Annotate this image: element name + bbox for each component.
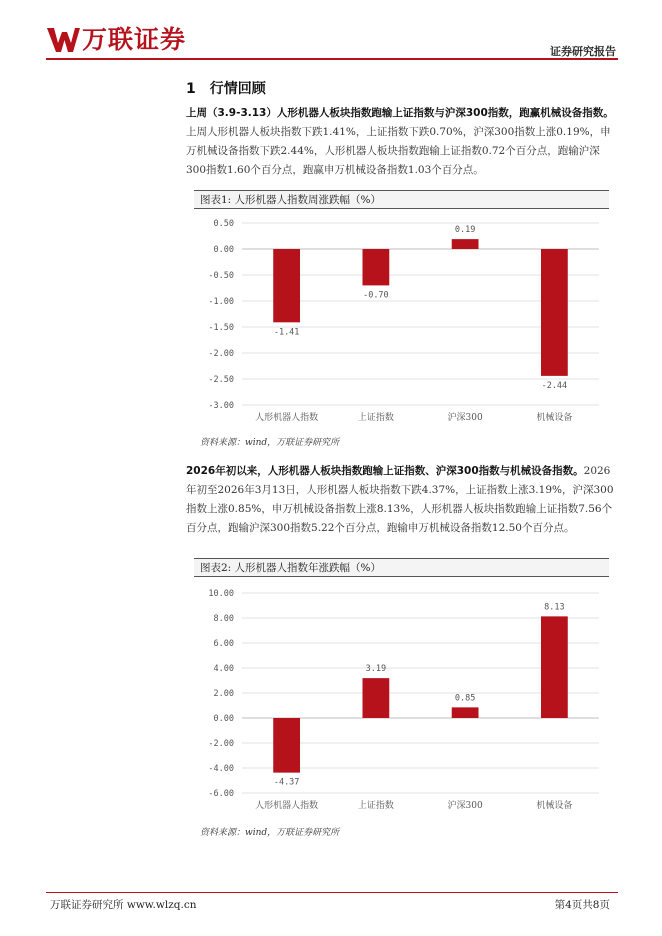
company-logo	[46, 26, 186, 54]
bar	[452, 239, 479, 249]
y-tick-label: 2.00	[213, 689, 234, 699]
section-title	[186, 78, 266, 98]
bar	[452, 707, 479, 718]
footer-divider	[46, 892, 618, 893]
x-category-label: 人形机器人指数	[255, 413, 319, 423]
ytd-change-chart	[194, 580, 609, 816]
paragraph-ytd	[186, 462, 616, 538]
footer-publisher: 万联证券研究所 www.wlzq.cn	[50, 899, 197, 911]
paragraph-weekly	[186, 104, 616, 180]
y-tick-label: -1.50	[208, 323, 234, 333]
y-tick-label: -2.50	[208, 375, 234, 385]
y-tick-label: 6.00	[213, 639, 234, 649]
y-tick-label: -4.00	[208, 764, 234, 774]
data-label: 3.19	[365, 664, 387, 675]
y-tick-label: 8.00	[213, 614, 234, 624]
figure-ytd-title: 图表2: 人形机器人指数年涨跌幅（%）	[194, 558, 609, 577]
x-category-label: 上证指数	[357, 413, 394, 423]
bar	[541, 616, 568, 718]
data-label: -0.70	[363, 290, 389, 301]
bar	[541, 249, 568, 376]
y-tick-label: 0.00	[213, 245, 234, 255]
data-label: -2.44	[541, 380, 568, 391]
x-category-label: 上证指数	[357, 801, 394, 811]
x-category-label: 人形机器人指数	[255, 801, 319, 811]
report-type: 证券研究报告	[550, 45, 616, 58]
x-category-label: 机械设备	[536, 413, 573, 423]
y-tick-label: 0.00	[213, 714, 234, 724]
weekly-change-chart	[194, 212, 609, 424]
logo-text: 万联证券	[82, 25, 187, 54]
paragraph-weekly-lead: 上周（3.9-3.13）人形机器人板块指数跑输上证指数与沪深300指数，跑赢机械设备指数。	[186, 107, 614, 119]
bar	[273, 249, 300, 322]
y-tick-label: -0.50	[208, 271, 234, 281]
data-label: 0.85	[454, 693, 476, 704]
y-tick-label: 4.00	[213, 664, 234, 674]
page-header	[0, 0, 662, 62]
y-tick-label: 10.00	[208, 589, 234, 599]
data-label: -1.41	[273, 327, 300, 338]
y-tick-label: 0.50	[213, 219, 234, 229]
figure-weekly	[194, 190, 609, 455]
data-label: -4.37	[273, 777, 300, 788]
paragraph-ytd-lead: 2026年初以来，人形机器人板块指数跑输上证指数、沪深300指数与机械设备指数。	[186, 465, 584, 477]
x-category-label: 沪深300	[447, 413, 483, 423]
paragraph-weekly-body: 上周人形机器人板块指数下跌1.41%，上证指数下跌0.70%，沪深300指数上涨0.19%，申万机械设备指数下跌2.44%，人形机器人板块指数跑输上证指数0.72个百分点，跑输沪深300指数1.60个百分点，跑赢申万机械设备指数1.03个百分点。	[186, 126, 611, 176]
x-category-label: 机械设备	[536, 801, 573, 811]
bar	[273, 718, 300, 773]
paragraph-ytd-body: 2026年初至2026年3月13日，人形机器人板块指数下跌4.37%，上证指数上涨3.19%，沪深300指数上涨0.85%，申万机械设备指数上涨8.13%，人形机器人板块指数跑输上证指数7.56个百分点，跑输沪深300指数5.22个百分点，跑输申万机械设备指数12.50个百分点。	[186, 465, 614, 534]
section-number: 1	[186, 81, 196, 97]
logo-w-icon	[46, 26, 80, 54]
data-label: 0.19	[454, 225, 476, 236]
figure-weekly-source: 资料来源：wind，万联证券研究所	[200, 438, 340, 448]
figure-ytd-source: 资料来源：wind，万联证券研究所	[200, 828, 340, 838]
y-tick-label: -1.00	[208, 297, 234, 307]
y-tick-label: -3.00	[208, 401, 234, 411]
footer-page-number: 第4页共8页	[554, 899, 610, 911]
y-tick-label: -2.00	[208, 349, 234, 359]
bar	[362, 678, 389, 718]
section-title-text: 行情回顾	[209, 81, 266, 97]
bar	[362, 249, 389, 285]
figure-weekly-title: 图表1: 人形机器人指数周涨跌幅（%）	[194, 190, 609, 209]
header-divider	[46, 58, 618, 60]
y-tick-label: -2.00	[208, 739, 234, 749]
figure-ytd	[194, 558, 609, 843]
y-tick-label: -6.00	[208, 789, 234, 799]
data-label: 8.13	[544, 602, 565, 613]
x-category-label: 沪深300	[447, 801, 483, 811]
